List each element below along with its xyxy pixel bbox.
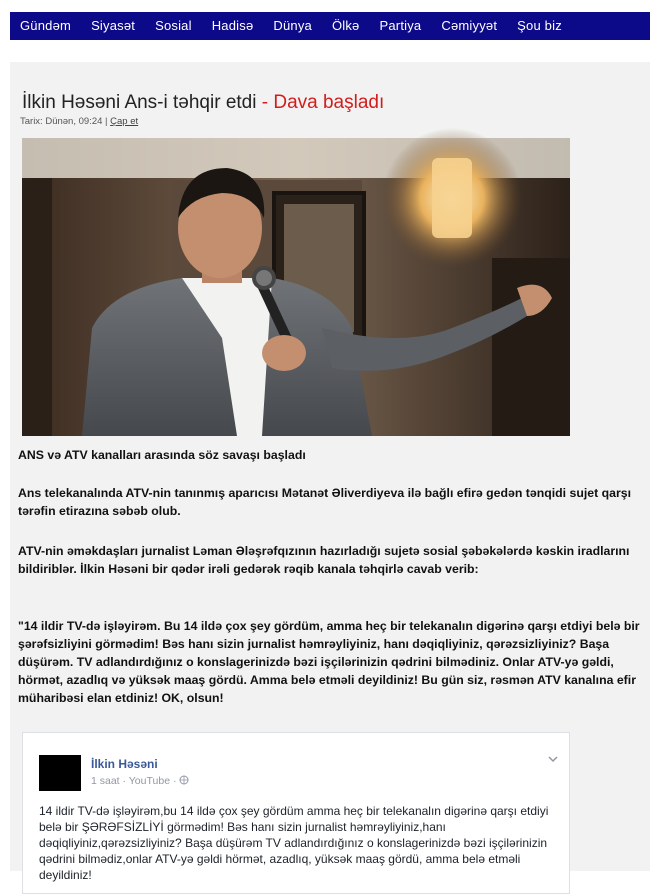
date-value: Dünən, 09:24 [45,116,103,127]
post-via[interactable]: YouTube [128,775,171,787]
article-title [22,92,384,114]
globe-icon [179,775,189,785]
date-label: Tarix: [20,116,43,127]
chevron-down-icon[interactable] [547,753,559,765]
nav-item-cemiyyet[interactable]: Cəmiyyət [441,18,498,33]
speaker-photo-illustration [22,138,570,436]
nav-item-dunya[interactable]: Dünya [273,18,312,33]
nav-item-sosial[interactable]: Sosial [155,18,192,33]
nav-item-gundem[interactable]: Gündəm [20,18,72,33]
post-meta: 1 saat · YouTube · [91,775,189,787]
nav-item-partiya[interactable]: Partiya [379,18,422,33]
nav-item-sou-biz[interactable]: Şou biz [517,18,562,33]
nav-item-olke[interactable]: Ölkə [331,18,360,33]
nav-item-siyaset[interactable]: Siyasət [91,18,136,33]
post-time[interactable]: 1 saat [91,775,120,787]
meta-separator: | [105,116,108,127]
main-navigation [10,12,650,40]
title-main: İlkin Həsəni Ans-i təhqir etdi [22,92,257,113]
post-author-name[interactable]: İlkin Həsəni [91,757,158,771]
article-paragraph-1: Ans telekanalında ATV-nin tanınmış aparıcısı Mətanət Əliverdiyeva ilə bağlı efirə gedən tənqidi sujet qarşı tərəfin etirazına səbəb olub. [18,486,632,518]
title-accent: Dava başladı [273,92,385,113]
print-link[interactable]: Çap et [110,116,139,127]
article-photo [22,138,570,436]
article-meta [20,116,138,127]
article-quote: "14 ildir TV-də işləyirəm. Bu 14 ildə çox şey gördüm, amma heç bir telekanalın digərinə qarşı etdiyi belə bir şərəfsizliyini görmədim! Bəs hanı sizin jurnalist həmrəyliyiniz, hanı dəqiqliyiniz, qərəzsizliyiniz? Başa düşürəm. TV adlandırdığınız o konslagerinizdə bəzi işçilərinizin qədrini bilmədiniz. Onlar ATV-yə gəldi, hörmət, azadlıq və yüksək maaş gördü. Amma belə etməli deyildiniz! Bu gün siz, rəsmən ATV kanalına efir müharibəsi elan etdiniz! OK, olsun! [18,619,640,705]
nav-spacer [10,40,650,62]
article-lead: ANS və ATV kanalları arasında söz savaşı başladı [18,448,306,462]
nav-item-hadise[interactable]: Hadisə [211,18,254,33]
post-text: 14 ildir TV-də işləyirəm,bu 14 ildə çox şey gördüm amma heç bir telekanalın digərinə qarşı etdiyi belə bir ŞƏRƏFSİZLİYİ görmədim! Bəs hanı sizin jurnalist həmrəyliyiniz,hanı dəqiqliyiniz,qərəzsizliyiniz? Başa düşürəm TV adlandırdığınız o konslagerinizdə bəzi işçilərinizin qədrini bilmədiz,onlar ATV-yə gəldi hörmət, azadlıq, yüksək maaş gördü, amma belə etməli deyildiniz! [39,804,549,882]
article-container [10,62,650,882]
article-paragraph-2: ATV-nin əməkdaşları jurnalist Ləman Ələşrəfqızının hazırladığı sujetə sosial şəbəkələrdə kəskin iradlarını bildiriblər. İlkin Həsəni bir qədər irəli gedərək rəqib kanala təhqirlə cavab verib: [18,544,630,576]
avatar[interactable] [39,755,81,791]
title-separator: - [256,92,274,113]
facebook-post-embed [22,732,570,894]
